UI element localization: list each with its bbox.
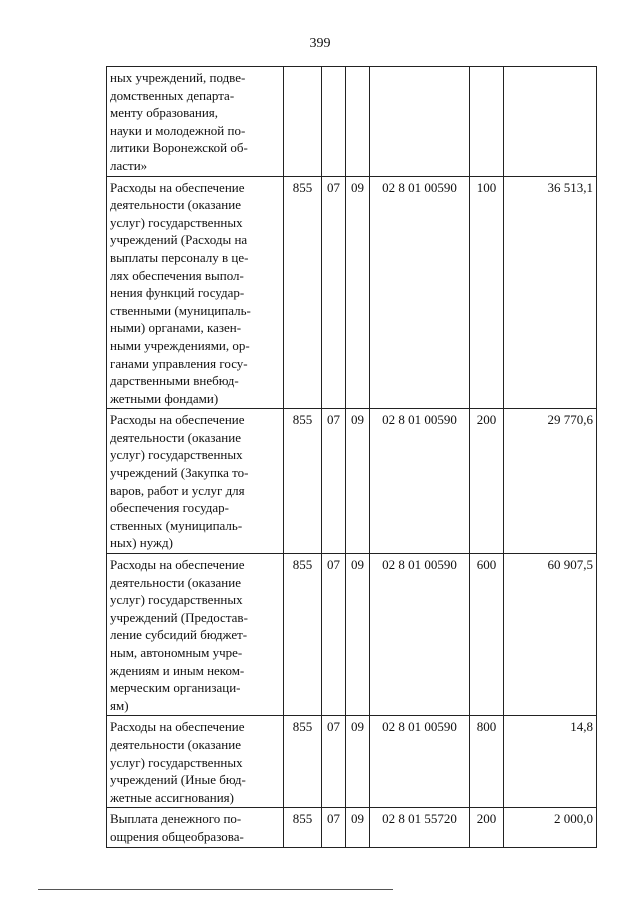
expense-name-line: услуг) государственных [110, 592, 243, 608]
expense-name-line: жетные ассигнования) [110, 789, 234, 805]
expense-name-cell [107, 808, 284, 847]
grbs-cell: 855 [284, 176, 322, 409]
table-row [107, 409, 597, 554]
expense-name-line: варов, работ и услуг для [110, 482, 245, 498]
expense-name-line: литики Воронежской об- [110, 140, 248, 156]
expense-name-line: услуг) государственных [110, 214, 243, 230]
footer-rule [38, 889, 393, 890]
expense-name-line: услуг) государственных [110, 447, 243, 463]
expense-name-line: учреждений (Расходы на [110, 232, 248, 248]
expense-type-cell: 100 [470, 176, 504, 409]
expense-name-line: учреждений (Закупка то- [110, 465, 249, 481]
table-row [107, 176, 597, 409]
expense-name-line: ждениям и иным неком- [110, 662, 245, 678]
expense-name-line: ными учреждениями, ор- [110, 337, 250, 353]
expense-type-cell: 600 [470, 554, 504, 716]
expense-name-line: ных) нужд) [110, 535, 173, 551]
target-article-cell [370, 67, 470, 177]
target-article-cell: 02 8 01 00590 [370, 554, 470, 716]
section-cell: 07 [322, 808, 346, 847]
table-row [107, 716, 597, 808]
expense-name-line: ных учреждений, подве- [110, 70, 246, 85]
grbs-cell [284, 67, 322, 177]
expense-name-cell [107, 67, 284, 177]
expense-name-line: ным, автономным учре- [110, 645, 243, 660]
expense-name-line: науки и молодежной по- [110, 122, 246, 138]
subsection-cell: 09 [346, 808, 370, 847]
expense-type-cell: 200 [470, 808, 504, 847]
table-row [107, 554, 597, 716]
expense-name-line: ственными (муниципаль- [110, 302, 251, 318]
amount-cell: 29 770,6 [504, 409, 597, 554]
section-cell: 07 [322, 176, 346, 409]
section-cell: 07 [322, 409, 346, 554]
table-row [107, 808, 597, 847]
section-cell: 07 [322, 716, 346, 808]
expense-name-line: Расходы на обеспечение [110, 412, 245, 428]
subsection-cell: 09 [346, 176, 370, 409]
table-row [107, 67, 597, 177]
expense-name-line: домственных департа- [110, 87, 235, 103]
grbs-cell: 855 [284, 808, 322, 847]
amount-cell: 2 000,0 [504, 808, 597, 847]
expense-type-cell: 200 [470, 409, 504, 554]
subsection-cell: 09 [346, 554, 370, 716]
expense-name-line: лях обеспечения выпол- [110, 267, 244, 283]
expense-name-line: менту образования, [110, 105, 219, 121]
target-article-cell: 02 8 01 55720 [370, 808, 470, 847]
expense-name-line: учреждений (Иные бюд- [110, 772, 246, 788]
target-article-cell: 02 8 01 00590 [370, 409, 470, 554]
subsection-cell: 09 [346, 716, 370, 808]
expense-name-line: услуг) государственных [110, 754, 243, 770]
budget-table [106, 66, 597, 848]
expense-name-line: нения функций государ- [110, 285, 245, 301]
expense-name-line: ощрения общеобразова- [110, 828, 244, 844]
expense-name-line: ными) органами, казен- [110, 320, 242, 336]
table-body [107, 67, 597, 848]
amount-cell [504, 67, 597, 177]
expense-name-line: дарственными внебюд- [110, 373, 239, 389]
expense-name-line: учреждений (Предостав- [110, 609, 248, 625]
expense-name-line: ление субсидий бюджет- [110, 627, 248, 643]
expense-name-line: Выплата денежного по- [110, 811, 242, 827]
expense-name-line: деятельности (оказание [110, 736, 241, 752]
grbs-cell: 855 [284, 554, 322, 716]
expense-name-line: деятельности (оказание [110, 574, 241, 590]
expense-name-cell [107, 716, 284, 808]
amount-cell: 36 513,1 [504, 176, 597, 409]
section-cell [322, 67, 346, 177]
expense-name-line: ственных (муниципаль- [110, 517, 243, 533]
grbs-cell: 855 [284, 409, 322, 554]
expense-name-line: Расходы на обеспечение [110, 557, 245, 573]
expense-name-cell [107, 176, 284, 409]
expense-name-line: мерческим организаци- [110, 680, 241, 696]
expense-name-line: ганами управления госу- [110, 355, 248, 371]
expense-name-cell [107, 409, 284, 554]
expense-name-line: деятельности (оказание [110, 429, 241, 445]
amount-cell: 60 907,5 [504, 554, 597, 716]
grbs-cell: 855 [284, 716, 322, 808]
target-article-cell: 02 8 01 00590 [370, 176, 470, 409]
target-article-cell: 02 8 01 00590 [370, 716, 470, 808]
amount-cell: 14,8 [504, 716, 597, 808]
expense-name-line: жетными фондами) [110, 390, 219, 406]
subsection-cell: 09 [346, 409, 370, 554]
expense-name-line: ласти» [110, 157, 148, 173]
expense-type-cell [470, 67, 504, 177]
subsection-cell [346, 67, 370, 177]
expense-name-line: ям) [110, 697, 129, 713]
expense-name-line: обеспечения государ- [110, 500, 229, 516]
section-cell: 07 [322, 554, 346, 716]
expense-type-cell: 800 [470, 716, 504, 808]
expense-name-line: Расходы на обеспечение [110, 179, 245, 195]
expense-name-line: выплаты персоналу в це- [110, 249, 249, 265]
page-number: 399 [309, 36, 331, 51]
expense-name-line: деятельности (оказание [110, 197, 241, 213]
expense-name-cell [107, 554, 284, 716]
expense-name-line: Расходы на обеспечение [110, 719, 245, 735]
